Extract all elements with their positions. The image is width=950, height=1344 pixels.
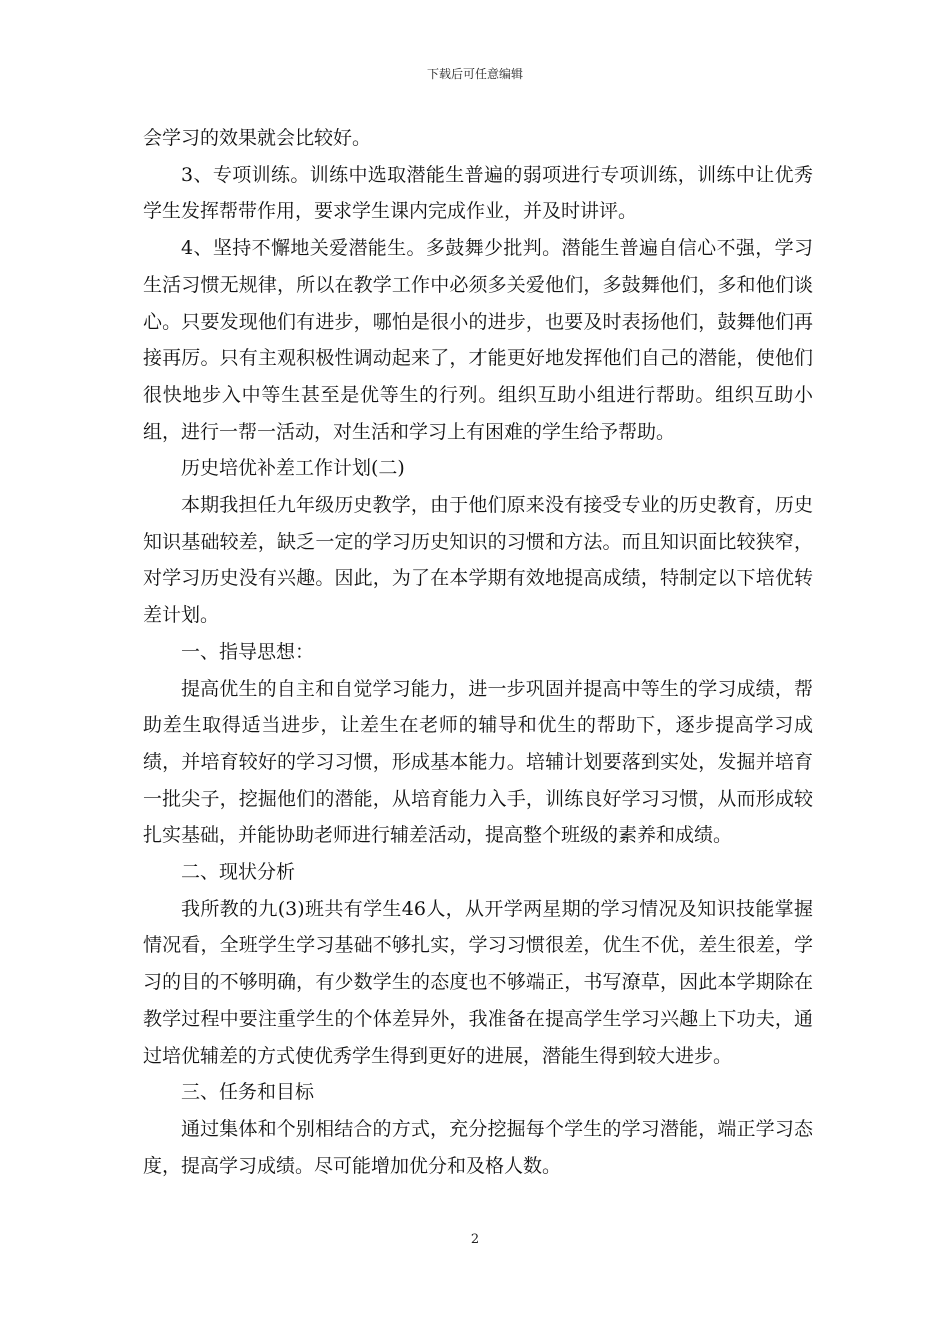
heading-tasks-goals: 三、任务和目标 — [181, 1081, 315, 1104]
paragraph-guiding-ideology: 提高优生的自主和自觉学习能力，进一步巩固并提高中等生的学习成绩，帮助差生取得适当进步，让差生在老师的辅导和优生的帮助下，逐步提高学习成绩，并培育较好的学习习惯，形成基本能力。培辅计划要落到实处，发掘并培育一批尖子，挖掘他们的潜能，从培育能力入手，训练良好学习习惯，从而形成较扎实基础，并能协助老师进行辅差活动，提高整个班级的素养和成绩。 — [143, 677, 813, 847]
paragraph-intro: 本期我担任九年级历史教学，由于他们原来没有接受专业的历史教育，历史知识基础较差，缺乏一定的学习历史知识的习惯和方法。而且知识面比较狭窄，对学习历史没有兴趣。因此，为了在本学期有效地提高成绩，特制定以下培优转差计划。 — [143, 494, 813, 627]
paragraph-status-analysis: 我所教的九(3)班共有学生46人，从开学两星期的学习情况及知识技能掌握情况看，全班学生学习基础不够扎实，学习习惯很差，优生不优，差生很差，学习的目的不够明确，有少数学生的态度也不够端正，书写潦草，因此本学期除在教学过程中要注重学生的个体差异外，我准备在提高学生学习兴趣上下功夫，通过培优辅差的方式使优秀学生得到更好的进展，潜能生得到较大进步。 — [143, 897, 813, 1067]
document-body — [143, 120, 813, 1184]
paragraph-continuation: 会学习的效果就会比较好。 — [143, 127, 372, 149]
paragraph-item-3: 3、专项训练。训练中选取潜能生普遍的弱项进行专项训练，训练中让优秀学生发挥帮带作用，要求学生课内完成作业，并及时讲评。 — [143, 163, 813, 223]
heading-guiding-ideology: 一、指导思想： — [181, 640, 315, 663]
page-header: 下载后可任意编辑 — [426, 67, 523, 81]
paragraph-item-4: 4、坚持不懈地关爱潜能生。多鼓舞少批判。潜能生普遍自信心不强，学习生活习惯无规律，所以在教学工作中必须多关爱他们，多鼓舞他们，多和他们谈心。只要发现他们有进步，哪怕是很小的进步，也要及时表扬他们，鼓舞他们再接再厉。只有主观积极性调动起来了，才能更好地发挥他们自己的潜能，使他们很快地步入中等生甚至是优等生的行列。组织互助小组进行帮助。组织互助小组，进行一帮一活动，对生活和学习上有困难的学生给予帮助。 — [143, 237, 813, 443]
page-number: 2 — [470, 1232, 480, 1247]
section-title: 历史培优补差工作计划(二) — [181, 457, 405, 480]
heading-status-analysis: 二、现状分析 — [181, 861, 296, 884]
paragraph-tasks-goals: 通过集体和个别相结合的方式，充分挖掘每个学生的学习潜能，端正学习态度，提高学习成绩。尽可能增加优分和及格人数。 — [143, 1117, 813, 1177]
